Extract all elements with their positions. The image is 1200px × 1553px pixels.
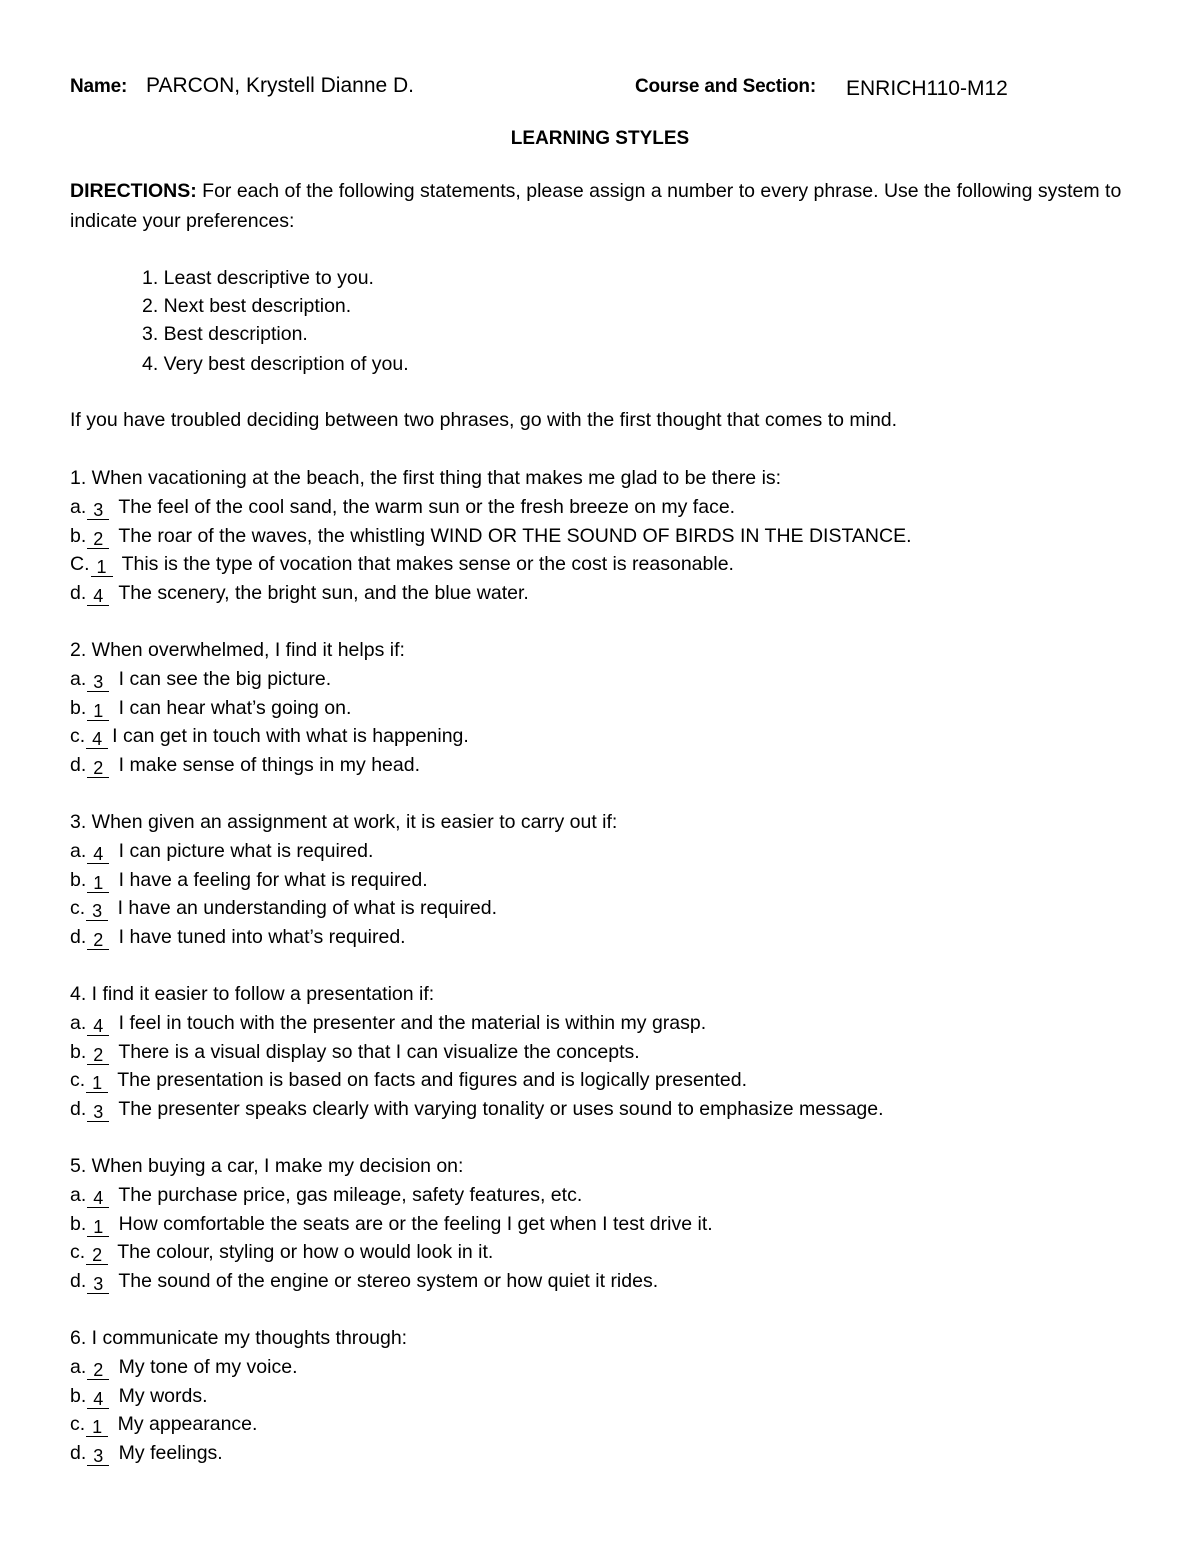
option-letter: C. — [70, 553, 90, 576]
scale-item: 2. Next best description. — [142, 295, 352, 317]
answer-blank[interactable]: 3 — [87, 501, 109, 520]
option-row — [70, 1439, 407, 1468]
option-text: I can see the big picture. — [113, 667, 332, 690]
option-row — [70, 1181, 713, 1210]
option-text: My appearance. — [112, 1413, 258, 1436]
option-row — [70, 1353, 407, 1382]
option-text: The feel of the cool sand, the warm sun or the fresh breeze on my face. — [113, 495, 736, 518]
option-row — [70, 1038, 884, 1067]
option-row — [70, 522, 912, 551]
answer-blank[interactable]: 2 — [87, 1361, 109, 1380]
option-letter: a. — [70, 495, 87, 518]
option-text: My words. — [113, 1384, 208, 1407]
scale-item: 1. Least descriptive to you. — [142, 267, 374, 289]
question-block — [70, 464, 912, 608]
question-prompt: 4. I find it easier to follow a presentation if: — [70, 983, 435, 1005]
answer-blank[interactable]: 1 — [87, 702, 109, 721]
option-text: My tone of my voice. — [113, 1355, 298, 1378]
option-text: The sound of the engine or stereo system or how quiet it rides. — [113, 1270, 659, 1293]
question-block — [70, 636, 469, 780]
question-block — [70, 808, 617, 952]
option-row — [70, 1210, 713, 1239]
course-value: ENRICH110-M12 — [846, 77, 1008, 100]
option-letter: c. — [70, 1413, 86, 1436]
option-letter: b. — [70, 1040, 87, 1063]
answer-blank[interactable]: 2 — [87, 1046, 109, 1065]
option-text: My feelings. — [113, 1442, 223, 1465]
question-block — [70, 980, 884, 1124]
name-value: PARCON, Krystell Dianne D. — [146, 74, 415, 97]
answer-blank[interactable]: 2 — [87, 759, 109, 778]
option-text: I have tuned into what’s required. — [113, 926, 406, 949]
option-letter: a. — [70, 839, 87, 862]
option-letter: d. — [70, 1442, 87, 1465]
answer-blank[interactable]: 3 — [87, 1103, 109, 1122]
option-text: The colour, styling or how o would look in it. — [112, 1241, 494, 1264]
answer-blank[interactable]: 4 — [87, 587, 109, 606]
question-prompt: 5. When buying a car, I make my decision on: — [70, 1155, 464, 1177]
answer-blank[interactable]: 1 — [87, 874, 109, 893]
option-text: How comfortable the seats are or the feeling I get when I test drive it. — [113, 1212, 713, 1235]
option-row — [70, 1267, 713, 1296]
answer-blank[interactable]: 2 — [87, 530, 109, 549]
option-row — [70, 894, 617, 923]
scale-item: 4. Very best description of you. — [142, 353, 409, 375]
option-letter: d. — [70, 926, 87, 949]
option-letter: b. — [70, 1384, 87, 1407]
option-text: I can hear what’s going on. — [113, 696, 352, 719]
option-letter: b. — [70, 524, 87, 547]
directions — [70, 176, 1130, 236]
option-text: This is the type of vocation that makes sense or the cost is reasonable. — [116, 553, 734, 576]
option-text: The presenter speaks clearly with varying tonality or uses sound to emphasize message. — [113, 1098, 884, 1121]
option-row — [70, 1095, 884, 1124]
option-row — [70, 722, 469, 751]
option-letter: c. — [70, 1241, 86, 1264]
option-row — [70, 1410, 407, 1439]
option-letter: c. — [70, 725, 86, 748]
option-text: The scenery, the bright sun, and the blue water. — [113, 582, 529, 605]
option-text: The roar of the waves, the whistling WIND OR THE SOUND OF BIRDS IN THE DISTANCE. — [113, 524, 912, 547]
answer-blank[interactable]: 4 — [87, 1189, 109, 1208]
option-letter: a. — [70, 667, 87, 690]
option-row — [70, 665, 469, 694]
option-row — [70, 1238, 713, 1267]
option-text: There is a visual display so that I can visualize the concepts. — [113, 1040, 640, 1063]
instruction-note: If you have troubled deciding between two phrases, go with the first thought that comes to mind. — [70, 409, 898, 431]
option-text: I make sense of things in my head. — [113, 754, 421, 777]
option-text: I can get in touch with what is happening. — [112, 725, 469, 748]
option-row — [70, 923, 617, 952]
option-letter: a. — [70, 1355, 87, 1378]
option-letter: b. — [70, 696, 87, 719]
option-row — [70, 1009, 884, 1038]
answer-blank[interactable]: 4 — [87, 845, 109, 864]
answer-blank[interactable]: 3 — [86, 902, 108, 921]
option-row — [70, 751, 469, 780]
answer-blank[interactable]: 1 — [86, 1418, 108, 1437]
option-text: The purchase price, gas mileage, safety features, etc. — [113, 1183, 583, 1206]
answer-blank[interactable]: 4 — [86, 730, 108, 749]
option-letter: a. — [70, 1183, 87, 1206]
answer-blank[interactable]: 1 — [87, 1218, 109, 1237]
course-label: Course and Section: — [635, 76, 816, 97]
question-prompt: 3. When given an assignment at work, it is easier to carry out if: — [70, 811, 618, 833]
option-row — [70, 866, 617, 895]
answer-blank[interactable]: 4 — [87, 1390, 109, 1409]
answer-blank[interactable]: 3 — [87, 1275, 109, 1294]
option-row — [70, 694, 469, 723]
answer-blank[interactable]: 1 — [91, 558, 113, 577]
option-letter: a. — [70, 1011, 87, 1034]
option-letter: b. — [70, 1212, 87, 1235]
option-text: The presentation is based on facts and figures and is logically presented. — [112, 1069, 748, 1092]
question-prompt: 2. When overwhelmed, I find it helps if: — [70, 639, 405, 661]
question-prompt: 1. When vacationing at the beach, the first thing that makes me glad to be there is: — [70, 467, 782, 489]
answer-blank[interactable]: 3 — [87, 673, 109, 692]
option-text: I can picture what is required. — [113, 839, 374, 862]
name-label: Name: — [70, 76, 128, 97]
option-row — [70, 550, 912, 579]
option-letter: d. — [70, 1098, 87, 1121]
answer-blank[interactable]: 1 — [86, 1074, 108, 1093]
option-letter: d. — [70, 582, 87, 605]
option-text: I have an understanding of what is required. — [112, 897, 498, 920]
directions-label: DIRECTIONS: — [70, 180, 197, 202]
option-text: I have a feeling for what is required. — [113, 868, 428, 891]
option-letter: b. — [70, 868, 87, 891]
scale-item: 3. Best description. — [142, 323, 308, 345]
question-block — [70, 1152, 713, 1296]
answer-blank[interactable]: 3 — [87, 1447, 109, 1466]
answer-blank[interactable]: 2 — [86, 1246, 108, 1265]
option-row — [70, 1066, 884, 1095]
option-letter: d. — [70, 1270, 87, 1293]
question-prompt: 6. I communicate my thoughts through: — [70, 1327, 408, 1349]
answer-blank[interactable]: 2 — [87, 931, 109, 950]
option-letter: c. — [70, 1069, 86, 1092]
option-row — [70, 493, 912, 522]
option-row — [70, 1382, 407, 1411]
option-letter: c. — [70, 897, 86, 920]
directions-text: For each of the following statements, please assign a number to every phrase. Use the following system to indicate your preferences: — [70, 180, 1122, 232]
answer-blank[interactable]: 4 — [87, 1017, 109, 1036]
option-text: I feel in touch with the presenter and the material is within my grasp. — [113, 1011, 707, 1034]
page-title: LEARNING STYLES — [510, 128, 690, 149]
option-letter: d. — [70, 754, 87, 777]
question-block — [70, 1324, 407, 1468]
option-row — [70, 837, 617, 866]
option-row — [70, 579, 912, 608]
